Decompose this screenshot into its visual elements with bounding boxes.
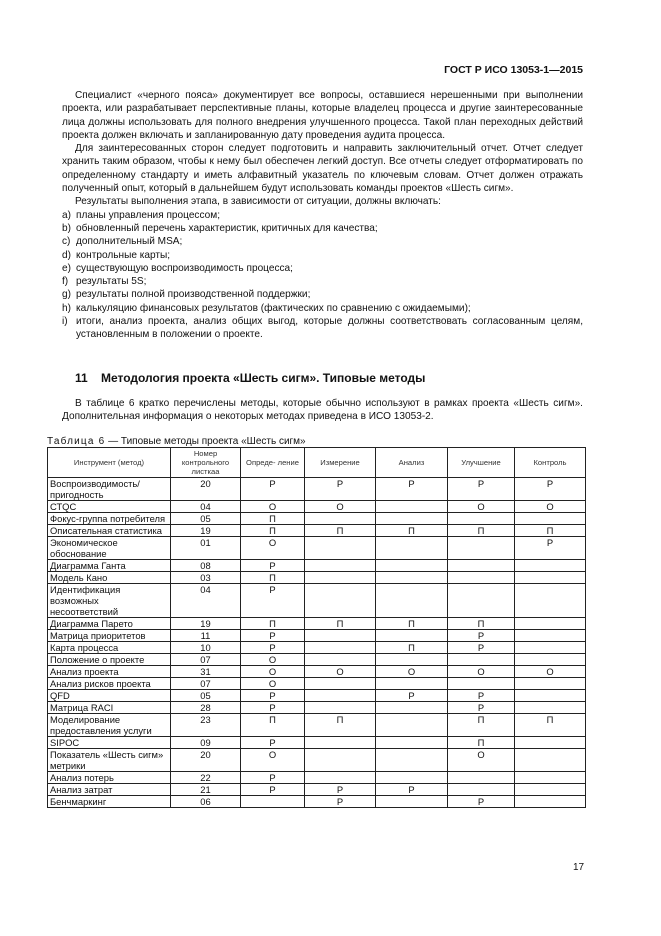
table-cell-mark: Р (376, 784, 448, 796)
table-cell-sheet: 21 (171, 784, 241, 796)
list-item (62, 262, 583, 275)
table-cell-mark: О (241, 501, 305, 513)
table-cell-mark: О (241, 678, 305, 690)
table-cell-mark (515, 702, 586, 714)
table-cell-mark (376, 560, 448, 572)
table-cell-mark (515, 630, 586, 642)
table-cell-mark: Р (515, 537, 586, 560)
table-cell-mark: Р (448, 630, 515, 642)
table-cell-mark (515, 678, 586, 690)
table-cell-mark (448, 513, 515, 525)
table-caption (47, 436, 306, 447)
list-item-text: обновленный перечень характеристик, критичных для качества; (76, 222, 378, 234)
table-cell-tool: Матрица RACI (48, 702, 171, 714)
table-cell-mark (305, 737, 376, 749)
section-paragraph-block (62, 397, 583, 424)
table-cell-mark (305, 560, 376, 572)
table-cell-mark: Р (448, 478, 515, 501)
table-row (48, 560, 586, 572)
paragraph: В таблице 6 кратко перечислены методы, которые обычно используют в рамках проекта «Шесть сигм». Дополнительная информация о некоторых методах приведена в ИСО 13053-2. (62, 398, 583, 423)
table-cell-tool: Показатель «Шесть сигм» метрики (48, 749, 171, 772)
list-item (62, 288, 583, 301)
table-cell-mark (448, 584, 515, 618)
table-cell-sheet: 01 (171, 537, 241, 560)
table-cell-mark: Р (241, 478, 305, 501)
table-cell-mark: Р (305, 478, 376, 501)
table-cell-sheet: 11 (171, 630, 241, 642)
page-number: 17 (573, 862, 585, 873)
table-cell-mark: О (448, 501, 515, 513)
list-item-letter: d) (62, 249, 71, 261)
table-cell-mark (305, 572, 376, 584)
table-cell-mark: Р (305, 796, 376, 808)
table-cell-mark (376, 702, 448, 714)
table-row (48, 690, 586, 702)
body-text-block (62, 89, 583, 342)
table-row (48, 702, 586, 714)
table-cell-tool: Положение о проекте (48, 654, 171, 666)
table-cell-mark: О (241, 537, 305, 560)
table-cell-mark: О (515, 501, 586, 513)
table-cell-mark (448, 560, 515, 572)
table-cell-mark (376, 678, 448, 690)
table-cell-tool: Диаграмма Парето (48, 618, 171, 630)
table-cell-sheet: 09 (171, 737, 241, 749)
table-cell-sheet: 20 (171, 749, 241, 772)
table-cell-mark (305, 772, 376, 784)
table-cell-mark (376, 796, 448, 808)
section-number: 11 (75, 371, 88, 385)
table-cell-mark (376, 501, 448, 513)
table-cell-tool: Фокус-группа потребителя (48, 513, 171, 525)
table-caption-text: — Типовые методы проекта «Шесть сигм» (105, 436, 306, 447)
paragraph: Специалист «черного пояса» документирует все вопросы, оставшиеся нерешенными при выполнении проекта, или разрабатывает перспективные планы, которые владелец процесса и другие заинтересованные лица должны использовать для полного внедрения улучшенного процесса. Такой план переходных действий проекта должен включать и запланированную дату проведения аудита процесса. (62, 90, 583, 141)
table-cell-sheet: 06 (171, 796, 241, 808)
table-cell-mark: Р (448, 702, 515, 714)
table-row (48, 654, 586, 666)
table-cell-mark: П (515, 714, 586, 737)
table-cell-sheet: 10 (171, 642, 241, 654)
table-cell-mark: Р (241, 560, 305, 572)
table-cell-mark: Р (305, 784, 376, 796)
table-cell-sheet: 22 (171, 772, 241, 784)
table-cell-tool: Диаграмма Ганта (48, 560, 171, 572)
table-cell-sheet: 04 (171, 501, 241, 513)
header-control: Контроль (515, 448, 586, 478)
table-cell-mark: П (241, 572, 305, 584)
table-cell-mark (305, 584, 376, 618)
list-item-letter: a) (62, 209, 71, 221)
table-cell-mark: П (448, 525, 515, 537)
table-cell-mark: О (376, 666, 448, 678)
table-cell-tool: SIPOC (48, 737, 171, 749)
list-item-text: существующую воспроизводимость процесса; (76, 262, 293, 274)
list-item-text: калькуляцию финансовых результатов (фактических по сравнению с ожидаемыми); (76, 302, 471, 314)
table-row (48, 501, 586, 513)
list-item (62, 249, 583, 262)
list-item-text: контрольные карты; (76, 249, 171, 261)
table-cell-mark (376, 572, 448, 584)
table-cell-mark: П (305, 525, 376, 537)
table-cell-mark: О (241, 749, 305, 772)
table-cell-mark (305, 630, 376, 642)
table-cell-sheet: 19 (171, 618, 241, 630)
table-cell-sheet: 31 (171, 666, 241, 678)
list-item (62, 235, 583, 248)
list-item-text: дополнительный MSA; (76, 236, 183, 248)
table-cell-sheet: 23 (171, 714, 241, 737)
table-cell-mark: Р (448, 796, 515, 808)
table-cell-mark (515, 737, 586, 749)
table-cell-mark (376, 749, 448, 772)
table-row (48, 525, 586, 537)
table-row (48, 772, 586, 784)
table-cell-tool: Экономическое обоснование (48, 537, 171, 560)
table-cell-mark: О (515, 666, 586, 678)
table-cell-mark: П (241, 525, 305, 537)
list-item-letter: h) (62, 302, 71, 314)
list-item (62, 275, 583, 288)
table-cell-mark: П (448, 737, 515, 749)
header-define: Опреде- ление (241, 448, 305, 478)
table-row (48, 666, 586, 678)
table-header-row (48, 448, 586, 478)
table-cell-mark (305, 678, 376, 690)
table-cell-mark (448, 678, 515, 690)
table-row (48, 478, 586, 501)
table-cell-mark (305, 513, 376, 525)
table-cell-mark: П (241, 618, 305, 630)
table-cell-mark: П (305, 714, 376, 737)
header-measure: Измерение (305, 448, 376, 478)
table-cell-tool: Воспроизводимость/ пригодность (48, 478, 171, 501)
table-cell-mark: П (376, 618, 448, 630)
table-cell-mark: Р (376, 478, 448, 501)
table-cell-mark (376, 654, 448, 666)
table-cell-tool: Идентификация возможных несоответствий (48, 584, 171, 618)
table-cell-sheet: 07 (171, 678, 241, 690)
table-cell-mark: Р (241, 584, 305, 618)
table-row (48, 642, 586, 654)
table-cell-mark (515, 572, 586, 584)
table-cell-mark: О (448, 749, 515, 772)
table-cell-mark (376, 772, 448, 784)
table-row (48, 584, 586, 618)
table-cell-mark (305, 690, 376, 702)
methods-table (47, 447, 586, 808)
header-sheet: Номер контрольного листкаа (171, 448, 241, 478)
table-cell-mark: Р (241, 784, 305, 796)
table-row (48, 749, 586, 772)
table-cell-mark: Р (241, 642, 305, 654)
table-cell-tool: QFD (48, 690, 171, 702)
table-cell-mark (515, 690, 586, 702)
table-row (48, 572, 586, 584)
table-cell-mark: П (376, 642, 448, 654)
table-cell-mark: О (241, 666, 305, 678)
list-item-letter: i) (62, 316, 68, 328)
table-cell-sheet: 03 (171, 572, 241, 584)
table-cell-mark (448, 784, 515, 796)
table-row (48, 714, 586, 737)
list-item-letter: e) (62, 262, 71, 274)
table-cell-mark: О (305, 666, 376, 678)
list-item-letter: g) (62, 289, 71, 301)
table-cell-mark (515, 749, 586, 772)
table-caption-prefix: Таблица 6 (47, 436, 106, 447)
table-cell-sheet: 07 (171, 654, 241, 666)
paragraph: Результаты выполнения этапа, в зависимости от ситуации, должны включать: (75, 196, 441, 208)
table-cell-mark (305, 537, 376, 560)
table-cell-mark: П (515, 525, 586, 537)
table-cell-mark: Р (448, 642, 515, 654)
table-cell-mark: О (305, 501, 376, 513)
table-cell-tool: Анализ затрат (48, 784, 171, 796)
table-cell-mark: П (241, 513, 305, 525)
table-cell-mark (448, 572, 515, 584)
table-row (48, 630, 586, 642)
table-cell-sheet: 20 (171, 478, 241, 501)
header-tool: Инструмент (метод) (48, 448, 171, 478)
table-cell-mark (515, 796, 586, 808)
table-cell-mark (515, 784, 586, 796)
table-cell-tool: Описательная статистика (48, 525, 171, 537)
table-cell-mark (376, 513, 448, 525)
table-cell-mark (448, 654, 515, 666)
table-cell-mark: П (448, 714, 515, 737)
table-cell-sheet: 19 (171, 525, 241, 537)
table-cell-mark (515, 654, 586, 666)
table-cell-mark (515, 772, 586, 784)
list-item-text: планы управления процессом; (76, 209, 220, 221)
table-row (48, 737, 586, 749)
table-cell-mark: П (376, 525, 448, 537)
table-cell-mark: Р (241, 690, 305, 702)
table-cell-mark (515, 560, 586, 572)
table-row (48, 784, 586, 796)
table-cell-mark (376, 584, 448, 618)
table-cell-mark (305, 749, 376, 772)
section-title: Методология проекта «Шесть сигм». Типовые методы (101, 371, 426, 385)
table-cell-mark (376, 714, 448, 737)
table-cell-sheet: 28 (171, 702, 241, 714)
table-cell-mark: Р (241, 702, 305, 714)
table-cell-tool: Карта процесса (48, 642, 171, 654)
table-cell-mark: О (448, 666, 515, 678)
table-cell-mark (376, 630, 448, 642)
list-item-letter: f) (62, 276, 69, 288)
section-heading (75, 371, 425, 385)
table-cell-tool: Бенчмаркинг (48, 796, 171, 808)
list-item-letter: c) (62, 236, 71, 248)
table-cell-tool: СТQС (48, 501, 171, 513)
table-cell-sheet: 05 (171, 690, 241, 702)
table-cell-sheet: 04 (171, 584, 241, 618)
table-cell-mark: Р (241, 630, 305, 642)
table-cell-tool: Анализ рисков проекта (48, 678, 171, 690)
list-item (62, 302, 583, 315)
results-list (62, 209, 583, 342)
table-cell-mark: Р (515, 478, 586, 501)
table-cell-mark (515, 584, 586, 618)
document-header: ГОСТ Р ИСО 13053-1—2015 (444, 64, 583, 76)
list-item (62, 222, 583, 235)
table-cell-mark: П (448, 618, 515, 630)
table-row (48, 513, 586, 525)
table-cell-sheet: 08 (171, 560, 241, 572)
list-item-text: итоги, анализ проекта, анализ общих выгод, которые должны соответствовать согласованным целям, установленным в положении о проекте. (76, 316, 583, 341)
table-cell-mark (241, 796, 305, 808)
table-row (48, 537, 586, 560)
table-cell-mark (305, 654, 376, 666)
header-improve: Улучшение (448, 448, 515, 478)
table-row (48, 618, 586, 630)
table-cell-mark (515, 642, 586, 654)
list-item (62, 209, 583, 222)
table-row (48, 678, 586, 690)
table-cell-mark: Р (376, 690, 448, 702)
table-cell-mark (376, 537, 448, 560)
table-cell-sheet: 05 (171, 513, 241, 525)
table-cell-mark (515, 618, 586, 630)
table-cell-mark: Р (241, 737, 305, 749)
table-cell-mark (305, 702, 376, 714)
table-cell-tool: Моделирование предоставления услуги (48, 714, 171, 737)
table-cell-tool: Матрица приоритетов (48, 630, 171, 642)
paragraph: Для заинтересованных сторон следует подготовить и направить заключительный отчет. Отчет следует хранить таким образом, чтобы к нему был обеспечен легкий доступ. Все отчеты следует отформатировать по определенному стандарту и иметь алфавитный указатель по ключевым словам. Отчет должен отражать полученный опыт, который в дальнейшем будут использовать команды проектов «Шесть сигм». (62, 143, 583, 195)
table-cell-mark (448, 537, 515, 560)
table-cell-mark: О (241, 654, 305, 666)
table-cell-mark (448, 772, 515, 784)
table-cell-tool: Анализ потерь (48, 772, 171, 784)
table-cell-tool: Анализ проекта (48, 666, 171, 678)
header-analyze: Анализ (376, 448, 448, 478)
table-cell-mark: П (305, 618, 376, 630)
table-cell-mark (515, 513, 586, 525)
table-body (48, 478, 586, 808)
table-cell-mark (305, 642, 376, 654)
table-cell-mark (376, 737, 448, 749)
list-item (62, 315, 583, 342)
table-cell-mark: Р (241, 772, 305, 784)
table-cell-mark: П (241, 714, 305, 737)
table-cell-tool: Модель Кано (48, 572, 171, 584)
table-row (48, 796, 586, 808)
table-cell-mark: Р (448, 690, 515, 702)
list-item-letter: b) (62, 222, 71, 234)
list-item-text: результаты полной производственной поддержки; (76, 289, 311, 301)
list-item-text: результаты 5S; (76, 276, 147, 288)
